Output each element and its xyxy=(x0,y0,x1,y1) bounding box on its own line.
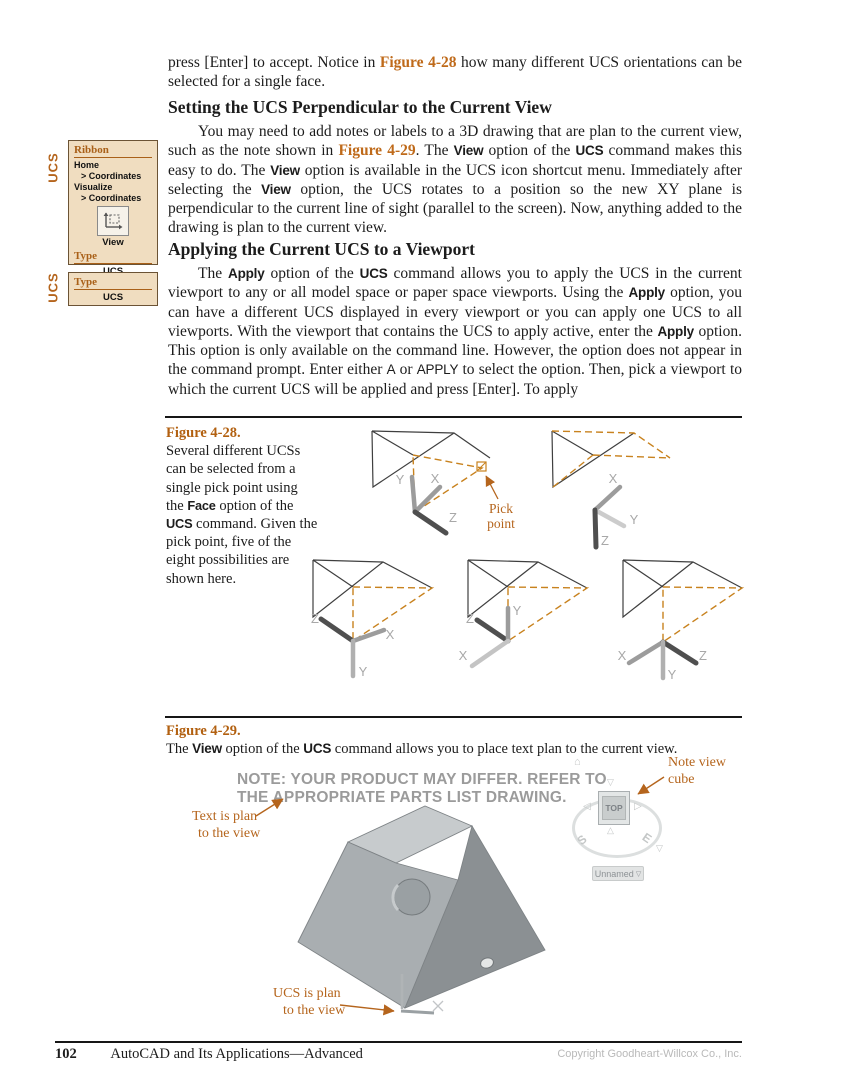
book-title: AutoCAD and Its Applications—Advanced xyxy=(110,1046,363,1062)
figure-4-28-diagram xyxy=(290,420,750,712)
section-heading-1 xyxy=(168,97,742,118)
ucs-command: UCS xyxy=(359,266,388,281)
viewcube-top-face[interactable]: TOP xyxy=(602,796,626,820)
sidebar-vertical-ucs-label-2: UCS xyxy=(45,272,61,303)
ribbon-path-visualize: Visualize xyxy=(74,182,113,192)
p1-text: option, the UCS rotates to a position so the new XY plane is perpendicular to the current line of sight (parallel to the screen). Now, anything added to the drawing is plan to the current view. xyxy=(168,180,742,237)
p2-text: option. This option is only available on the command line. However, the option does not appear in the command prompt. Enter either xyxy=(168,322,742,379)
svg-text:Z: Z xyxy=(601,533,609,548)
svg-text:Y: Y xyxy=(667,667,677,682)
keyboard-entry-a: A xyxy=(386,362,396,378)
footer-rule xyxy=(55,1041,742,1043)
ucs-command: UCS xyxy=(303,741,332,756)
figure-4-28-reference[interactable]: Figure 4-28 xyxy=(379,54,457,71)
paragraph-1 xyxy=(168,122,742,238)
svg-text:X: X xyxy=(430,471,440,486)
figure-4-28-title: Figure 4-28. xyxy=(166,425,241,441)
paragraph-2 xyxy=(168,264,742,399)
ribbon-header: Ribbon xyxy=(74,144,152,158)
svg-text:X: X xyxy=(458,648,468,663)
fig28-caption-text: Several different UCSs can be selected from a single pick point using the xyxy=(166,443,301,514)
rotate-down-icon[interactable]: △ xyxy=(607,825,614,835)
p2-text: or xyxy=(395,361,417,379)
svg-text:Z: Z xyxy=(311,611,319,626)
viewcube-menu-chevron[interactable]: ▽ xyxy=(656,843,663,853)
named-view-dropdown[interactable] xyxy=(592,866,644,881)
ribbon-path-coordinates: > Coordinates xyxy=(81,171,142,181)
fig28-caption-text: command. Given the pick point, five of the eight possibilities are shown here. xyxy=(166,516,318,587)
p2-text: option, you can have a different UCS displayed in every viewport or you can apply one UCS to all viewports. With the viewport that contains the UCS to apply active, enter the xyxy=(168,284,742,340)
ribbon-button-label: View xyxy=(102,237,124,248)
ucs-command: UCS xyxy=(166,516,193,532)
p1-text: . The xyxy=(415,142,454,160)
heading-applying-ucs: Applying the Current UCS to a Viewport xyxy=(168,239,475,259)
face-command: Face xyxy=(187,497,216,513)
svg-text:X: X xyxy=(608,471,618,486)
fig28-caption-text: option of the xyxy=(215,497,294,514)
note-view-cube-arrow xyxy=(638,777,664,794)
pick-point-arrow xyxy=(486,476,498,499)
svg-text:Y: Y xyxy=(512,603,522,618)
pick-point-label-line2: point xyxy=(487,516,515,531)
ribbon-reference-box xyxy=(68,140,158,265)
page-number: 102 xyxy=(55,1046,77,1062)
p1-text: option is available in the UCS icon shortcut menu. Immediately after selecting the xyxy=(168,161,742,198)
ucs-view-ribbon-button[interactable] xyxy=(97,206,129,236)
view-command: View xyxy=(270,162,300,178)
viewcube[interactable] xyxy=(598,791,630,825)
rotate-right-icon[interactable]: ▷ xyxy=(634,801,642,812)
section-heading-2 xyxy=(168,239,742,260)
type-reference-box xyxy=(68,272,158,306)
svg-text:Z: Z xyxy=(449,510,457,525)
view-command: View xyxy=(261,181,291,197)
ucs-plan-label-line2: to the view xyxy=(283,1003,346,1018)
apply-command: Apply xyxy=(628,285,665,301)
ribbon-path-coordinates-2: > Coordinates xyxy=(81,193,142,203)
svg-text:Z: Z xyxy=(466,611,474,626)
note-view-cube-label-line1: Note view xyxy=(668,755,726,770)
heading-setting-ucs: Setting the UCS Perpendicular to the Current View xyxy=(168,97,552,117)
intro-paragraph xyxy=(168,53,742,92)
intro-text-1: press [Enter] to accept. Notice in xyxy=(168,54,380,71)
keyboard-entry-apply: APPLY xyxy=(416,362,459,378)
apply-command: Apply xyxy=(657,323,694,339)
ucs-view-icon xyxy=(102,211,124,231)
ucs-command: UCS xyxy=(575,143,604,159)
compass-south-label[interactable]: S xyxy=(574,832,590,848)
rotate-up-icon[interactable]: ▽ xyxy=(607,777,614,787)
svg-text:X: X xyxy=(617,648,627,663)
figure-4-29-drawing xyxy=(180,750,750,1025)
svg-text:Y: Y xyxy=(629,512,639,527)
ucs-plan-label-line1: UCS is plan xyxy=(273,986,341,1001)
type-header: Type xyxy=(74,250,152,264)
sidebar-vertical-ucs-label-1: UCS xyxy=(45,152,61,183)
dropdown-chevron-icon: ▽ xyxy=(635,870,642,878)
fig29-caption-text: The xyxy=(166,741,193,757)
p2-text: option of the xyxy=(264,265,360,282)
p1-text: You may need to add notes or labels to a 3D drawing that are plan to the current view, such as the note shown in xyxy=(168,123,742,160)
ribbon-path-home: Home xyxy=(74,160,100,170)
named-view-value: Unnamed xyxy=(594,868,634,879)
pick-point-slash xyxy=(477,462,486,471)
p1-text: command makes this easy to do. The xyxy=(168,142,742,179)
svg-text:Y: Y xyxy=(395,472,405,487)
note-view-cube-label-line2: cube xyxy=(668,772,695,787)
intro-text-2: how many different UCS orientations can be selected for a single face. xyxy=(168,54,742,91)
svg-text:Y: Y xyxy=(358,664,368,679)
type-header-2: Type xyxy=(74,276,152,290)
compass-east-label[interactable]: E xyxy=(639,829,655,847)
p1-text: option of the xyxy=(483,142,576,160)
svg-text:Z: Z xyxy=(699,648,707,663)
figure-4-29-reference[interactable]: Figure 4-29 xyxy=(338,142,416,160)
apply-command: Apply xyxy=(228,266,265,281)
drawing-note-line1: NOTE: YOUR PRODUCT MAY DIFFER. REFER TO xyxy=(237,771,607,788)
figure-4-29-top-rule xyxy=(165,716,742,718)
rotate-left-icon[interactable]: ◁ xyxy=(583,801,591,812)
figure-4-28-top-rule xyxy=(165,416,742,418)
text-plan-label-line1: Text is plan xyxy=(192,809,258,824)
copyright-notice: Copyright Goodheart-Willcox Co., Inc. xyxy=(557,1048,742,1060)
fig29-caption-text: command allows you to place text plan to the current view. xyxy=(331,741,678,757)
part-circular-boss xyxy=(394,879,430,915)
wedge-solid-edges xyxy=(313,431,742,617)
drawing-note-line2: THE APPROPRIATE PARTS LIST DRAWING. xyxy=(237,789,567,806)
pick-point-label-line1: Pick xyxy=(488,501,514,516)
p2-text: to select the option. Then, pick a viewport to which the current UCS will be applied and press [Enter]. To apply xyxy=(168,361,742,398)
view-command: View xyxy=(453,143,484,159)
p2-text: The xyxy=(198,265,229,282)
text-plan-label-line2: to the view xyxy=(198,826,261,841)
text-plan-arrow xyxy=(256,799,283,816)
selected-face-dashed-edges xyxy=(353,431,742,642)
figure-4-29-title: Figure 4-29. xyxy=(166,723,241,739)
p2-text: command allows you to apply the UCS in the current viewport to any or all model space or paper space viewports. Using the xyxy=(168,265,742,302)
home-icon[interactable]: ⌂ xyxy=(574,756,581,768)
svg-text:X: X xyxy=(385,627,395,642)
fig29-caption-text: option of the xyxy=(221,741,304,757)
ucs-plan-arrow xyxy=(340,1005,394,1011)
view-command: View xyxy=(192,741,222,756)
type-value-ucs-2: UCS xyxy=(102,292,124,303)
